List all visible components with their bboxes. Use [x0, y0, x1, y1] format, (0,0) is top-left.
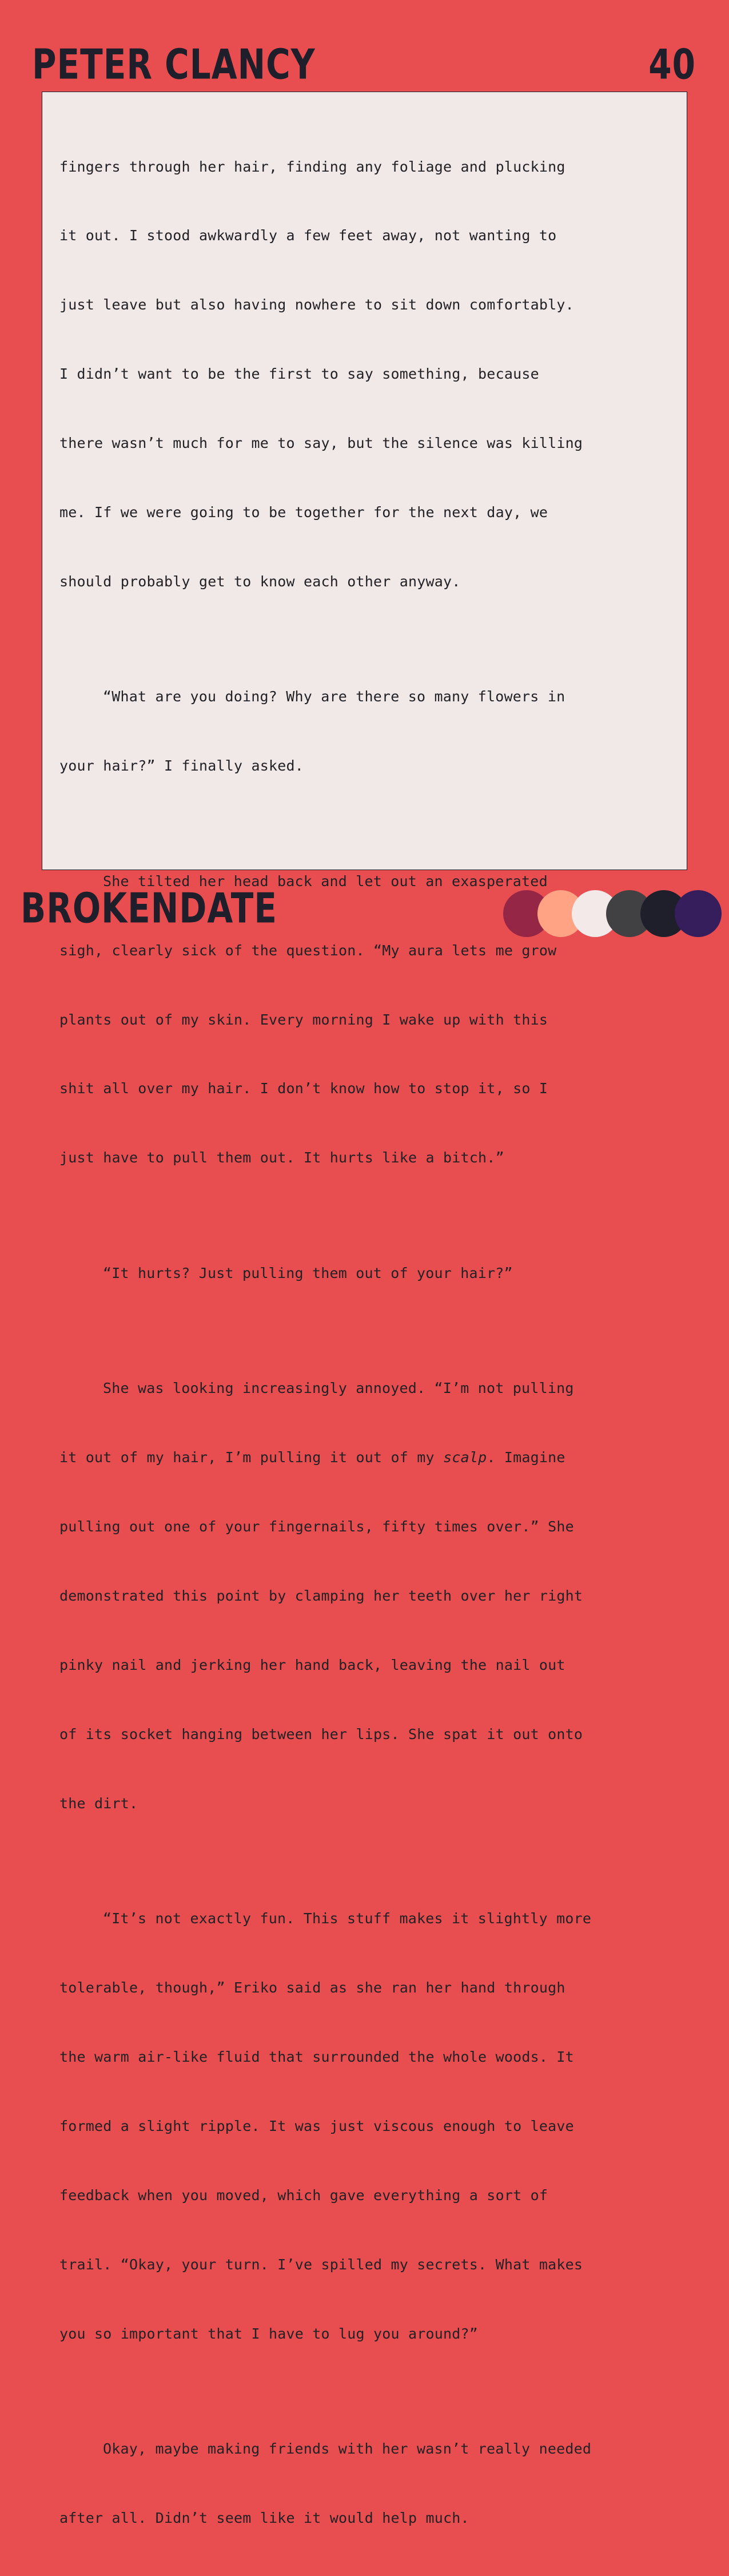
series-title: BROKENDATE — [21, 883, 277, 932]
text-line: “It hurts? Just pulling them out of your hair?” — [103, 1264, 513, 1281]
text-segment: it out of my hair, I’m pulling it out of my — [59, 1449, 444, 1466]
text-line: just have to pull them out. It hurts like a bitch.” — [59, 1149, 504, 1166]
text-line: shit all over my hair. I don’t know how to stop it, so I — [59, 1080, 548, 1097]
text-line: should probably get to know each other anyway. — [59, 573, 461, 590]
paragraph — [59, 109, 675, 640]
text-segment: . Imagine — [487, 1449, 565, 1466]
text-line: the warm air-like fluid that surrounded the whole woods. It — [59, 2048, 574, 2065]
text-line: of its socket hanging between her lips. She spat it out onto — [59, 1725, 583, 1743]
text-line: “It’s not exactly fun. This stuff makes it slightly more — [103, 1910, 592, 1927]
text-line: tolerable, though,” Eriko said as she ran her hand through — [59, 1979, 565, 1997]
paragraph — [59, 2391, 675, 2575]
text-line: pinky nail and jerking her hand back, leaving the nail out — [59, 1656, 565, 1673]
text-line: me. If we were going to be together for the next day, we — [59, 504, 548, 521]
text-line: pulling out one of your fingernails, fifty times over.” She — [59, 1518, 574, 1535]
text-line: demonstrated this point by clamping her teeth over her right — [59, 1587, 583, 1604]
text-line: there wasn’t much for me to say, but the silence was killing — [59, 435, 583, 452]
color-palette — [503, 890, 720, 938]
text-line: formed a slight ripple. It was just viscous enough to leave — [59, 2117, 574, 2134]
paragraph — [59, 1216, 675, 1331]
text-line: the dirt. — [59, 1795, 138, 1812]
text-line: sigh, clearly sick of the question. “My aura lets me grow — [59, 942, 557, 959]
paragraph — [59, 640, 675, 824]
text-line: “What are you doing? Why are there so many flowers in — [103, 688, 565, 705]
paragraph — [59, 1861, 675, 2392]
text-line: Okay, maybe making friends with her wasn’t really needed — [103, 2440, 592, 2457]
palette-swatch — [675, 890, 722, 937]
text-line: fingers through her hair, finding any foliage and plucking — [59, 158, 565, 175]
text-line: She was looking increasingly annoyed. “I’m not pulling — [103, 1380, 574, 1397]
text-line: it out. I stood awkwardly a few feet away, not wanting to — [59, 227, 557, 244]
text-line: feedback when you moved, which gave everything a sort of — [59, 2186, 548, 2204]
paragraph — [59, 824, 675, 1216]
text-line: you so important that I have to lug you around?” — [59, 2325, 479, 2342]
text-line: after all. Didn’t seem like it would help much. — [59, 2509, 469, 2526]
author-name: PETER CLANCY — [32, 39, 316, 89]
paragraph — [59, 1331, 675, 1861]
text-line: trail. “Okay, your turn. I’ve spilled my secrets. What makes — [59, 2256, 583, 2273]
text-line: I didn’t want to be the first to say something, because — [59, 366, 539, 383]
text-line: just leave but also having nowhere to sit down comfortably. — [59, 296, 574, 313]
page-number: 40 — [648, 39, 696, 89]
text-line: She tilted her head back and let out an exasperated — [103, 872, 548, 890]
text-line — [59, 1446, 675, 1469]
emphasized-word: scalp — [443, 1449, 487, 1466]
text-line: your hair?” I finally asked. — [59, 757, 304, 775]
text-line: plants out of my skin. Every morning I wake up with this — [59, 1011, 548, 1028]
